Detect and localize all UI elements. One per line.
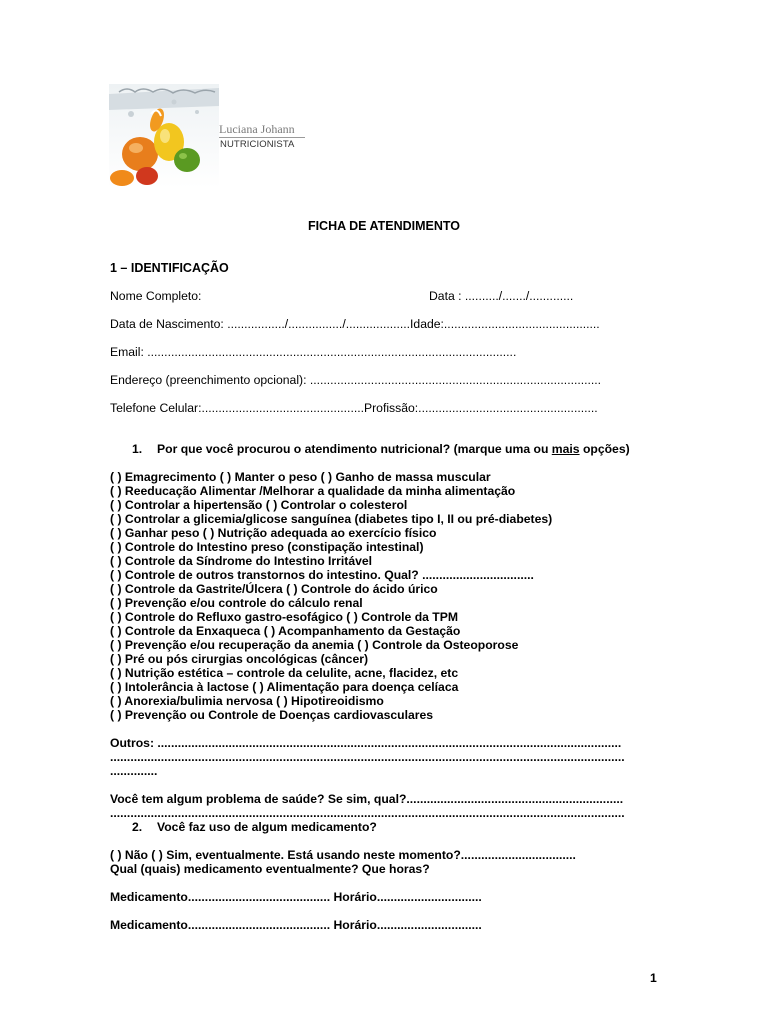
option-line: ( ) Prevenção ou Controle de Doenças cardiovasculares [110,708,434,722]
logo-divider [219,137,305,138]
medication-line: Medicamento.......................................... Horário............................... [110,890,482,904]
medication-options: ( ) Não ( ) Sim, eventualmente. Está usando neste momento?.................................. [110,848,576,862]
question-2-number: 2. [132,820,143,834]
question-1-number: 1. [132,442,143,456]
fruit-splash-image [109,84,219,188]
option-line: ( ) Ganhar peso ( ) Nutrição adequada ao exercício físico [110,526,437,540]
option-line: ( ) Nutrição estética – controle da celulite, acne, flacidez, etc [110,666,459,680]
option-line: ( ) Prevenção e/ou recuperação da anemia ( ) Controle da Osteoporose [110,638,519,652]
option-line: ( ) Controlar a hipertensão ( ) Controlar o colesterol [110,498,408,512]
option-line: ( ) Pré ou pós cirurgias oncológicas (câncer) [110,652,369,666]
option-line: ( ) Prevenção e/ou controle do cálculo renal [110,596,363,610]
nutritionist-logo [109,84,309,188]
health-problem-continuation: ........................................................................................................................................................ [110,806,625,820]
question-1-text-end: opções) [579,442,630,456]
field-birth-date-age: Data de Nascimento: ................./................/...................Idade:.............................................. [110,317,600,331]
question-1-text-start: Por que você procurou o atendimento nutricional? (marque uma ou [157,442,552,456]
field-email: Email: ............................................................................................................. [110,345,517,359]
medication-which-question: Qual (quais) medicamento eventualmente? Que horas? [110,862,430,876]
question-2-text: Você faz uso de algum medicamento? [157,820,377,834]
option-line: ( ) Controle do Refluxo gastro-esofágico ( ) Controle da TPM [110,610,459,624]
option-line: ( ) Reeducação Alimentar /Melhorar a qualidade da minha alimentação [110,484,516,498]
option-line: ( ) Controle da Síndrome do Intestino Irritável [110,554,373,568]
others-line: Outros: ......................................................................................................................................... [110,736,622,750]
option-line: ( ) Controlar a glicemia/glicose sanguínea (diabetes tipo I, II ou pré-diabetes) [110,512,553,526]
section-identification: 1 – IDENTIFICAÇÃO [110,261,229,275]
field-full-name: Nome Completo: [110,289,202,303]
form-title: FICHA DE ATENDIMENTO [307,219,461,233]
field-phone-profession: Telefone Celular:................................................Profissão:..................................................... [110,401,598,415]
option-line: ( ) Emagrecimento ( ) Manter o peso ( ) Ganho de massa muscular [110,470,491,484]
option-line: ( ) Controle do Intestino preso (constipação intestinal) [110,540,424,554]
others-continuation: ........................................................................................................................................................ [110,750,625,764]
medication-line: Medicamento.......................................... Horário............................... [110,918,482,932]
logo-subtitle: NUTRICIONISTA [220,139,295,150]
question-1-underlined-word: mais [551,442,580,456]
others-continuation: .............. [110,764,158,778]
health-problem-question: Você tem algum problema de saúde? Se sim, qual?................................................................ [110,792,624,806]
question-1-text [157,442,630,456]
field-address: Endereço (preenchimento opcional): ...................................................................................... [110,373,602,387]
logo-name: Luciana Johann [219,122,295,136]
option-line: ( ) Anorexia/bulimia nervosa ( ) Hipotireoidismo [110,694,384,708]
option-line: ( ) Controle da Gastrite/Úlcera ( ) Controle do ácido úrico [110,582,438,596]
field-date: Data : ........../......./............. [429,289,574,303]
option-line: ( ) Intolerância à lactose ( ) Alimentação para doença celíaca [110,680,459,694]
option-line: ( ) Controle de outros transtornos do intestino. Qual? ................................. [110,568,534,582]
page-number: 1 [650,971,657,985]
option-line: ( ) Controle da Enxaqueca ( ) Acompanhamento da Gestação [110,624,461,638]
